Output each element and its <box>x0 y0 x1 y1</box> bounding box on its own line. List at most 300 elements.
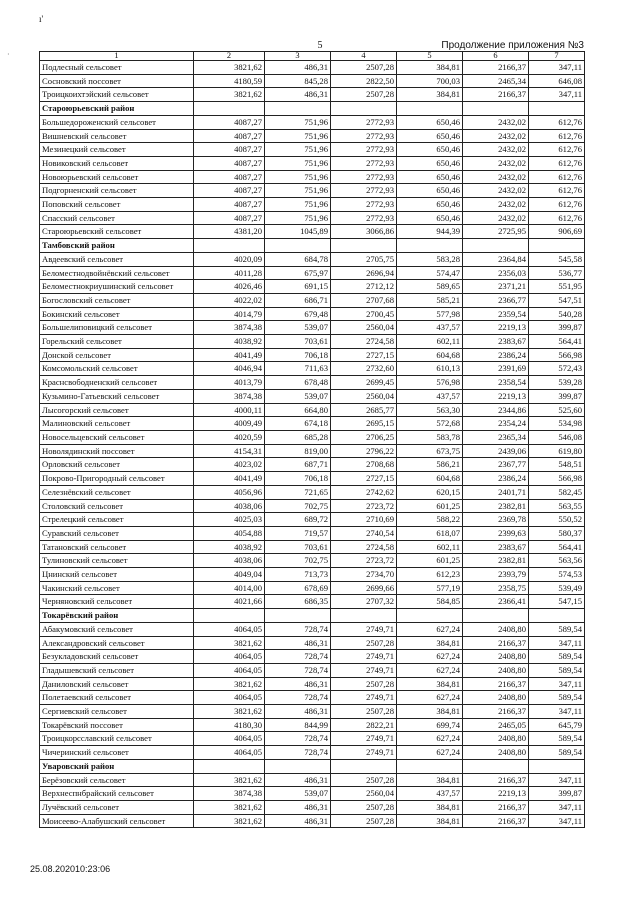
value-cell: 2772,93 <box>331 143 397 157</box>
value-cell: 601,25 <box>397 499 463 513</box>
value-cell: 2772,93 <box>331 198 397 212</box>
value-cell: 2401,71 <box>463 485 529 499</box>
value-cell: 574,47 <box>397 266 463 280</box>
value-cell: 539,07 <box>265 389 331 403</box>
value-cell: 751,96 <box>265 184 331 198</box>
value-cell: 612,76 <box>529 115 585 129</box>
value-cell: 1045,89 <box>265 225 331 239</box>
value-cell: 4087,27 <box>194 198 265 212</box>
settlement-name: Селезнёвский сельсовет <box>40 485 194 499</box>
value-cell: 2358,54 <box>463 376 529 390</box>
settlement-name: Большедороженский сельсовет <box>40 115 194 129</box>
value-cell: 584,85 <box>397 595 463 609</box>
value-cell: 2354,24 <box>463 417 529 431</box>
value-cell: 673,75 <box>397 444 463 458</box>
value-cell: 728,74 <box>265 650 331 664</box>
settlement-name: Новиковский сельсовет <box>40 156 194 170</box>
value-cell: 2432,02 <box>463 170 529 184</box>
value-cell: 627,24 <box>397 663 463 677</box>
value-cell: 728,74 <box>265 746 331 760</box>
value-cell: 486,31 <box>265 61 331 75</box>
value-cell: 728,74 <box>265 691 331 705</box>
value-cell: 4087,27 <box>194 211 265 225</box>
value-cell: 702,75 <box>265 554 331 568</box>
empty-cell <box>265 239 331 253</box>
settlement-name: Полетаевский сельсовет <box>40 691 194 705</box>
value-cell: 4087,27 <box>194 115 265 129</box>
print-timestamp: 25.08.202010:23:06 <box>30 864 111 874</box>
empty-cell <box>194 102 265 116</box>
table-row <box>40 362 585 376</box>
table-row <box>40 115 585 129</box>
value-cell: 650,46 <box>397 170 463 184</box>
value-cell: 2219,13 <box>463 787 529 801</box>
empty-cell <box>397 609 463 623</box>
value-cell: 540,28 <box>529 307 585 321</box>
value-cell: 437,57 <box>397 389 463 403</box>
value-cell: 2705,75 <box>331 252 397 266</box>
value-cell: 3821,62 <box>194 800 265 814</box>
empty-cell <box>529 609 585 623</box>
value-cell: 728,74 <box>265 622 331 636</box>
value-cell: 675,97 <box>265 266 331 280</box>
value-cell: 384,81 <box>397 677 463 691</box>
value-cell: 650,46 <box>397 198 463 212</box>
settlement-name: Комсомольский сельсовет <box>40 362 194 376</box>
value-cell: 627,24 <box>397 746 463 760</box>
value-cell: 4021,66 <box>194 595 265 609</box>
table-row <box>40 622 585 636</box>
value-cell: 2465,34 <box>463 74 529 88</box>
settlement-name: Столовский сельсовет <box>40 499 194 513</box>
value-cell: 2408,80 <box>463 650 529 664</box>
value-cell: 4009,49 <box>194 417 265 431</box>
settlement-name: Стрелецкий сельсовет <box>40 513 194 527</box>
value-cell: 604,68 <box>397 348 463 362</box>
value-cell: 4038,92 <box>194 335 265 349</box>
value-cell: 751,96 <box>265 115 331 129</box>
table-row <box>40 540 585 554</box>
value-cell: 384,81 <box>397 61 463 75</box>
value-cell: 612,76 <box>529 156 585 170</box>
table-row <box>40 677 585 691</box>
settlement-name: Троицкорсславский сельсовет <box>40 732 194 746</box>
value-cell: 583,78 <box>397 430 463 444</box>
value-cell: 2166,37 <box>463 800 529 814</box>
settlement-name: Беломестнокриушинский сельсовет <box>40 280 194 294</box>
table-row <box>40 143 585 157</box>
value-cell: 572,43 <box>529 362 585 376</box>
value-cell: 2507,28 <box>331 61 397 75</box>
value-cell: 2399,63 <box>463 526 529 540</box>
value-cell: 2432,02 <box>463 156 529 170</box>
value-cell: 2507,28 <box>331 773 397 787</box>
value-cell: 2710,69 <box>331 513 397 527</box>
settlement-name: Новосельцевский сельсовет <box>40 430 194 444</box>
value-cell: 2707,68 <box>331 293 397 307</box>
value-cell: 751,96 <box>265 129 331 143</box>
empty-cell <box>529 759 585 773</box>
value-cell: 3874,38 <box>194 787 265 801</box>
value-cell: 2772,93 <box>331 115 397 129</box>
settlement-name: Краснсвободненский сельсовет <box>40 376 194 390</box>
settlement-name: Кузьмино-Гатьевский сельсовет <box>40 389 194 403</box>
value-cell: 2727,15 <box>331 348 397 362</box>
value-cell: 719,57 <box>265 526 331 540</box>
value-cell: 384,81 <box>397 814 463 828</box>
table-row <box>40 485 585 499</box>
value-cell: 713,73 <box>265 568 331 582</box>
table-row <box>40 472 585 486</box>
settlement-name: Татановский сельсовет <box>40 540 194 554</box>
settlement-name: Черняновский сельсовет <box>40 595 194 609</box>
district-name: Староюрьевский район <box>40 102 194 116</box>
table-row <box>40 307 585 321</box>
value-cell: 4041,49 <box>194 348 265 362</box>
value-cell: 2166,37 <box>463 61 529 75</box>
value-cell: 2383,67 <box>463 335 529 349</box>
table-row <box>40 732 585 746</box>
table-row <box>40 266 585 280</box>
value-cell: 664,80 <box>265 403 331 417</box>
value-cell: 4049,04 <box>194 568 265 582</box>
value-cell: 4026,46 <box>194 280 265 294</box>
empty-cell <box>331 102 397 116</box>
value-cell: 646,08 <box>529 74 585 88</box>
settlement-name: Поповский сельсовет <box>40 198 194 212</box>
value-cell: 4011,28 <box>194 266 265 280</box>
value-cell: 589,65 <box>397 280 463 294</box>
value-cell: 525,60 <box>529 403 585 417</box>
table-row <box>40 170 585 184</box>
value-cell: 751,96 <box>265 156 331 170</box>
table-row <box>40 718 585 732</box>
value-cell: 2732,60 <box>331 362 397 376</box>
value-cell: 2219,13 <box>463 321 529 335</box>
table-row <box>40 225 585 239</box>
table-row <box>40 430 585 444</box>
value-cell: 2796,22 <box>331 444 397 458</box>
value-cell: 686,35 <box>265 595 331 609</box>
value-cell: 2367,77 <box>463 458 529 472</box>
scan-mark: ı' <box>39 14 44 24</box>
value-cell: 684,78 <box>265 252 331 266</box>
table-row <box>40 746 585 760</box>
table-row <box>40 211 585 225</box>
value-cell: 2772,93 <box>331 156 397 170</box>
value-cell: 4041,49 <box>194 472 265 486</box>
value-cell: 347,11 <box>529 88 585 102</box>
settlement-name: Лысогорский сельсовет <box>40 403 194 417</box>
district-header-row <box>40 239 585 253</box>
table-row <box>40 184 585 198</box>
value-cell: 2366,77 <box>463 293 529 307</box>
empty-cell <box>331 759 397 773</box>
district-name: Токарёвский район <box>40 609 194 623</box>
value-cell: 627,24 <box>397 691 463 705</box>
value-cell: 566,98 <box>529 348 585 362</box>
value-cell: 612,76 <box>529 170 585 184</box>
table-row <box>40 499 585 513</box>
district-header-row <box>40 609 585 623</box>
value-cell: 2822,50 <box>331 74 397 88</box>
value-cell: 612,76 <box>529 198 585 212</box>
value-cell: 545,58 <box>529 252 585 266</box>
table-row <box>40 814 585 828</box>
value-cell: 845,28 <box>265 74 331 88</box>
value-cell: 437,57 <box>397 321 463 335</box>
value-cell: 384,81 <box>397 705 463 719</box>
settlement-name: Вишневский сельсовет <box>40 129 194 143</box>
value-cell: 2166,37 <box>463 636 529 650</box>
value-cell: 589,54 <box>529 622 585 636</box>
value-cell: 4038,06 <box>194 554 265 568</box>
settlement-name: Гладышевский сельсовет <box>40 663 194 677</box>
column-number-row <box>40 52 585 61</box>
value-cell: 674,18 <box>265 417 331 431</box>
value-cell: 577,19 <box>397 581 463 595</box>
empty-cell <box>397 759 463 773</box>
value-cell: 3874,38 <box>194 389 265 403</box>
value-cell: 601,25 <box>397 554 463 568</box>
scan-dot: · <box>7 50 10 59</box>
value-cell: 2706,25 <box>331 430 397 444</box>
value-cell: 4087,27 <box>194 156 265 170</box>
value-cell: 2166,37 <box>463 677 529 691</box>
value-cell: 2727,15 <box>331 472 397 486</box>
table-row <box>40 650 585 664</box>
value-cell: 612,76 <box>529 184 585 198</box>
value-cell: 728,74 <box>265 663 331 677</box>
value-cell: 906,69 <box>529 225 585 239</box>
table-body <box>40 61 585 828</box>
settlement-name: Верхнеспнбрайский сельсовет <box>40 787 194 801</box>
table-row <box>40 417 585 431</box>
value-cell: 700,03 <box>397 74 463 88</box>
settlement-name: Цнинский сельсовет <box>40 568 194 582</box>
value-cell: 347,11 <box>529 705 585 719</box>
empty-cell <box>194 609 265 623</box>
value-cell: 3821,62 <box>194 705 265 719</box>
empty-cell <box>529 239 585 253</box>
table-row <box>40 376 585 390</box>
value-cell: 563,30 <box>397 403 463 417</box>
settlement-name: Лучёвский сельсовет <box>40 800 194 814</box>
value-cell: 2386,24 <box>463 472 529 486</box>
value-cell: 3821,62 <box>194 677 265 691</box>
value-cell: 2772,93 <box>331 211 397 225</box>
value-cell: 585,21 <box>397 293 463 307</box>
value-cell: 577,98 <box>397 307 463 321</box>
value-cell: 844,99 <box>265 718 331 732</box>
table-row <box>40 280 585 294</box>
value-cell: 2749,71 <box>331 650 397 664</box>
column-number: 1 <box>40 52 194 61</box>
value-cell: 347,11 <box>529 800 585 814</box>
value-cell: 4020,59 <box>194 430 265 444</box>
value-cell: 602,11 <box>397 540 463 554</box>
value-cell: 384,81 <box>397 773 463 787</box>
value-cell: 486,31 <box>265 705 331 719</box>
table-row <box>40 705 585 719</box>
settlement-name: Суравский сельсовет <box>40 526 194 540</box>
value-cell: 2700,45 <box>331 307 397 321</box>
value-cell: 2507,28 <box>331 814 397 828</box>
value-cell: 2507,28 <box>331 88 397 102</box>
value-cell: 4038,92 <box>194 540 265 554</box>
value-cell: 4014,79 <box>194 307 265 321</box>
settlement-name: Моисеево-Алабушский сельсовет <box>40 814 194 828</box>
value-cell: 2366,41 <box>463 595 529 609</box>
value-cell: 2219,13 <box>463 389 529 403</box>
value-cell: 347,11 <box>529 773 585 787</box>
table-row <box>40 458 585 472</box>
value-cell: 2408,80 <box>463 691 529 705</box>
value-cell: 3821,62 <box>194 636 265 650</box>
value-cell: 4087,27 <box>194 143 265 157</box>
value-cell: 2725,95 <box>463 225 529 239</box>
value-cell: 2166,37 <box>463 814 529 828</box>
empty-cell <box>194 239 265 253</box>
value-cell: 539,49 <box>529 581 585 595</box>
table-row <box>40 513 585 527</box>
value-cell: 589,54 <box>529 746 585 760</box>
value-cell: 3066,86 <box>331 225 397 239</box>
value-cell: 728,74 <box>265 732 331 746</box>
settlement-name: Тулиновский сельсовет <box>40 554 194 568</box>
value-cell: 2749,71 <box>331 663 397 677</box>
settlement-name: Спасский сельсовет <box>40 211 194 225</box>
settlement-name: Сергиевский сельсовет <box>40 705 194 719</box>
value-cell: 546,08 <box>529 430 585 444</box>
empty-cell <box>463 609 529 623</box>
value-cell: 691,15 <box>265 280 331 294</box>
appendix-table <box>39 51 585 828</box>
table-row <box>40 88 585 102</box>
value-cell: 2695,15 <box>331 417 397 431</box>
settlement-name: Даниловский сельсовет <box>40 677 194 691</box>
value-cell: 4025,03 <box>194 513 265 527</box>
value-cell: 2393,79 <box>463 568 529 582</box>
empty-cell <box>397 102 463 116</box>
value-cell: 751,96 <box>265 143 331 157</box>
value-cell: 650,46 <box>397 143 463 157</box>
value-cell: 751,96 <box>265 198 331 212</box>
value-cell: 2749,71 <box>331 732 397 746</box>
value-cell: 686,71 <box>265 293 331 307</box>
value-cell: 589,54 <box>529 663 585 677</box>
value-cell: 703,61 <box>265 335 331 349</box>
value-cell: 678,48 <box>265 376 331 390</box>
value-cell: 539,28 <box>529 376 585 390</box>
table-row <box>40 61 585 75</box>
district-name: Тамбовский район <box>40 239 194 253</box>
settlement-name: Горельский сельсовет <box>40 335 194 349</box>
value-cell: 2772,93 <box>331 170 397 184</box>
table-row <box>40 526 585 540</box>
value-cell: 4381,20 <box>194 225 265 239</box>
value-cell: 2432,02 <box>463 198 529 212</box>
value-cell: 627,24 <box>397 732 463 746</box>
value-cell: 3821,62 <box>194 814 265 828</box>
value-cell: 2507,28 <box>331 800 397 814</box>
value-cell: 547,15 <box>529 595 585 609</box>
value-cell: 2432,02 <box>463 211 529 225</box>
value-cell: 2369,78 <box>463 513 529 527</box>
settlement-name: Мезинецкий сельсовет <box>40 143 194 157</box>
table-row <box>40 444 585 458</box>
value-cell: 576,98 <box>397 376 463 390</box>
value-cell: 586,21 <box>397 458 463 472</box>
empty-cell <box>529 102 585 116</box>
value-cell: 2382,81 <box>463 499 529 513</box>
value-cell: 347,11 <box>529 814 585 828</box>
value-cell: 2408,80 <box>463 732 529 746</box>
value-cell: 4064,05 <box>194 746 265 760</box>
value-cell: 4180,59 <box>194 74 265 88</box>
settlement-name: Безукладовский сельсовет <box>40 650 194 664</box>
table-row <box>40 198 585 212</box>
settlement-name: Подлесный сельсовет <box>40 61 194 75</box>
value-cell: 347,11 <box>529 677 585 691</box>
value-cell: 4087,27 <box>194 184 265 198</box>
value-cell: 685,28 <box>265 430 331 444</box>
value-cell: 4054,88 <box>194 526 265 540</box>
value-cell: 2371,21 <box>463 280 529 294</box>
continuation-note: Продолжение приложения №3 <box>441 40 584 51</box>
table-row <box>40 787 585 801</box>
district-header-row <box>40 759 585 773</box>
empty-cell <box>463 759 529 773</box>
value-cell: 4020,09 <box>194 252 265 266</box>
value-cell: 699,74 <box>397 718 463 732</box>
value-cell: 4064,05 <box>194 622 265 636</box>
empty-cell <box>331 239 397 253</box>
value-cell: 2507,28 <box>331 705 397 719</box>
table-row <box>40 129 585 143</box>
value-cell: 2685,77 <box>331 403 397 417</box>
column-number: 4 <box>331 52 397 61</box>
value-cell: 2560,04 <box>331 787 397 801</box>
settlement-name: Покрово-Пригородный сельсовет <box>40 472 194 486</box>
table-row <box>40 595 585 609</box>
empty-cell <box>265 759 331 773</box>
value-cell: 551,95 <box>529 280 585 294</box>
empty-cell <box>194 759 265 773</box>
value-cell: 486,31 <box>265 88 331 102</box>
settlement-name: Малиновский сельсовет <box>40 417 194 431</box>
settlement-name: Донской сельсовет <box>40 348 194 362</box>
value-cell: 486,31 <box>265 814 331 828</box>
value-cell: 706,18 <box>265 348 331 362</box>
value-cell: 548,51 <box>529 458 585 472</box>
value-cell: 588,22 <box>397 513 463 527</box>
value-cell: 347,11 <box>529 61 585 75</box>
value-cell: 612,76 <box>529 211 585 225</box>
value-cell: 2699,66 <box>331 581 397 595</box>
value-cell: 612,76 <box>529 143 585 157</box>
value-cell: 4064,05 <box>194 650 265 664</box>
value-cell: 2166,37 <box>463 88 529 102</box>
table-row <box>40 691 585 705</box>
value-cell: 2382,81 <box>463 554 529 568</box>
table-row <box>40 156 585 170</box>
settlement-name: Староюрьевский сельсовет <box>40 225 194 239</box>
value-cell: 2465,05 <box>463 718 529 732</box>
value-cell: 2723,72 <box>331 499 397 513</box>
district-name: Уваровский район <box>40 759 194 773</box>
district-header-row <box>40 102 585 116</box>
